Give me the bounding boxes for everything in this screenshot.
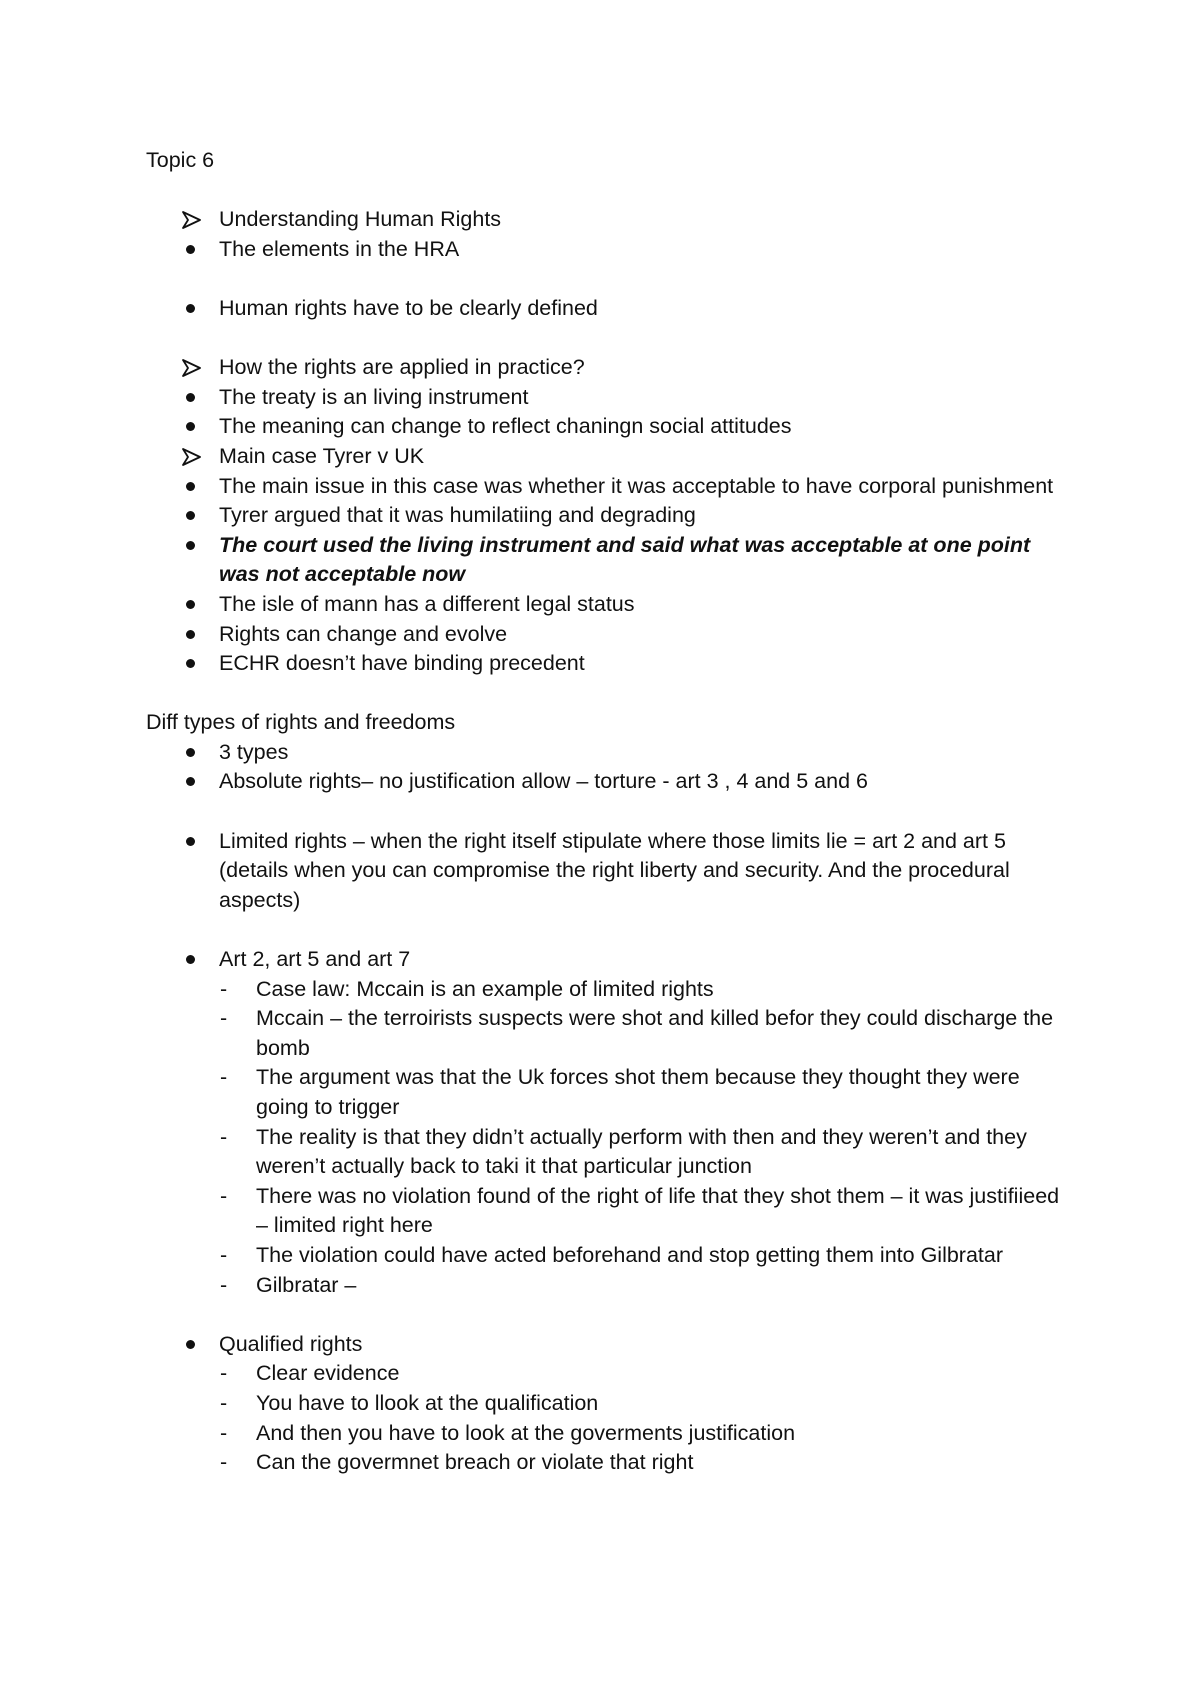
- item-text: There was no violation found of the right of life that they shot them – it was justifiieed – limited right here: [256, 1183, 1060, 1238]
- list-item: [146, 945, 1066, 975]
- item-text: How the rights are applied in practice?: [219, 355, 585, 380]
- list-item: [146, 620, 1066, 650]
- list-item: [146, 590, 1066, 620]
- list-item: [146, 827, 1066, 916]
- sub-list-item: [146, 1389, 1066, 1419]
- list-item: [146, 353, 1066, 383]
- list-item: [146, 649, 1066, 679]
- bullet-icon: [186, 304, 195, 313]
- item-text: You have to llook at the qualification: [256, 1390, 599, 1415]
- document-page: [146, 146, 1066, 1478]
- item-text: Human rights have to be clearly defined: [219, 295, 598, 320]
- item-text: The isle of mann has a different legal status: [219, 591, 635, 616]
- bullet-icon: [186, 511, 195, 520]
- item-text: The reality is that they didn’t actually perform with then and they weren’t and they weren’t actually back to taki it that particular junction: [256, 1124, 1027, 1179]
- bullet-icon: [186, 837, 195, 846]
- item-text: Rights can change and evolve: [219, 621, 508, 646]
- list-item: [146, 235, 1066, 265]
- dash-marker: -: [220, 1006, 228, 1031]
- sub-list-item: [146, 975, 1066, 1005]
- bullet-icon: [186, 630, 195, 639]
- sub-list-item: [146, 1419, 1066, 1449]
- item-text: Understanding Human Rights: [219, 207, 502, 232]
- list-item: [146, 531, 1066, 590]
- spacer: [146, 797, 1066, 827]
- section-understanding-human-rights: [146, 205, 1066, 679]
- item-text: Tyrer argued that it was humilatiing and degrading: [219, 503, 696, 528]
- item-text: Main case Tyrer v UK: [219, 443, 425, 468]
- item-text: Can the govermnet breach or violate that right: [256, 1450, 694, 1475]
- item-text: 3 types: [219, 739, 289, 764]
- arrowhead-bullet-icon: [182, 211, 202, 229]
- item-text: The court used the living instrument and said what was acceptable at one point was not acceptable now: [219, 532, 1031, 587]
- sub-list-item: [146, 1063, 1066, 1122]
- list-item: [146, 205, 1066, 235]
- sub-list-item: [146, 1448, 1066, 1478]
- item-text: And then you have to look at the goverments justification: [256, 1420, 796, 1445]
- list-item: [146, 383, 1066, 413]
- dash-marker: -: [220, 1124, 228, 1149]
- item-text: Absolute rights– no justification allow – torture - art 3 , 4 and 5 and 6: [219, 769, 868, 794]
- spacer: [146, 915, 1066, 945]
- item-text: The meaning can change to reflect chaningn social attitudes: [219, 414, 792, 439]
- sub-list-item: [146, 1241, 1066, 1271]
- bullet-icon: [186, 422, 195, 431]
- item-text: Clear evidence: [256, 1361, 400, 1386]
- list-item: [146, 472, 1066, 502]
- dash-marker: -: [220, 1183, 228, 1208]
- dash-marker: -: [220, 1242, 228, 1267]
- section-types-of-rights: [146, 738, 1066, 1478]
- bullet-icon: [186, 659, 195, 668]
- list-item: [146, 738, 1066, 768]
- sub-list-item: [146, 1182, 1066, 1241]
- spacer: [146, 176, 1066, 206]
- bullet-icon: [186, 393, 195, 402]
- bullet-icon: [186, 1340, 195, 1349]
- list-item: [146, 501, 1066, 531]
- spacer: [146, 324, 1066, 354]
- dash-marker: -: [220, 1065, 228, 1090]
- item-text: Gilbratar –: [256, 1272, 357, 1297]
- item-text: The argument was that the Uk forces shot them because they thought they were going to trigger: [256, 1065, 1020, 1119]
- item-text: The elements in the HRA: [219, 236, 460, 261]
- item-text: Mccain – the terroirists suspects were shot and killed befor they could discharge the bomb: [256, 1006, 1054, 1060]
- spacer: [146, 264, 1066, 294]
- dash-marker: -: [220, 1450, 228, 1475]
- item-text: The treaty is an living instrument: [219, 384, 529, 409]
- dash-marker: -: [220, 976, 228, 1001]
- sub-list-item: [146, 1004, 1066, 1063]
- item-text: The violation could have acted beforehand and stop getting them into Gilbratar: [256, 1242, 1004, 1267]
- item-text: Case law: Mccain is an example of limited rights: [256, 976, 714, 1001]
- bullet-icon: [186, 482, 195, 491]
- list-item: [146, 767, 1066, 797]
- item-text: The main issue in this case was whether it was acceptable to have corporal punishment: [219, 473, 1054, 498]
- item-text: Qualified rights: [219, 1331, 363, 1356]
- page-title: Topic 6: [146, 148, 215, 172]
- sub-list-item: [146, 1271, 1066, 1301]
- item-text: Limited rights – when the right itself stipulate where those limits lie = art 2 and art 5 (details when you can compromise the right liberty and security. And the procedural aspects): [219, 828, 1010, 912]
- sub-list-item: [146, 1123, 1066, 1182]
- spacer: [146, 679, 1066, 709]
- arrowhead-bullet-icon: [182, 359, 202, 377]
- list-item: [146, 442, 1066, 472]
- dash-marker: -: [220, 1361, 228, 1386]
- arrowhead-bullet-icon: [182, 448, 202, 466]
- list-item: [146, 294, 1066, 324]
- bullet-icon: [186, 748, 195, 757]
- bullet-icon: [186, 955, 195, 964]
- dash-marker: -: [220, 1390, 228, 1415]
- list-item: [146, 412, 1066, 442]
- list-item: [146, 1330, 1066, 1360]
- bullet-icon: [186, 245, 195, 254]
- bullet-icon: [186, 777, 195, 786]
- section-heading: Diff types of rights and freedoms: [146, 710, 456, 735]
- bullet-icon: [186, 600, 195, 609]
- item-text: Art 2, art 5 and art 7: [219, 947, 411, 972]
- bullet-icon: [186, 541, 195, 550]
- spacer: [146, 1300, 1066, 1330]
- dash-marker: -: [220, 1272, 228, 1297]
- item-text: ECHR doesn’t have binding precedent: [219, 651, 585, 676]
- sub-list-item: [146, 1359, 1066, 1389]
- dash-marker: -: [220, 1420, 228, 1445]
